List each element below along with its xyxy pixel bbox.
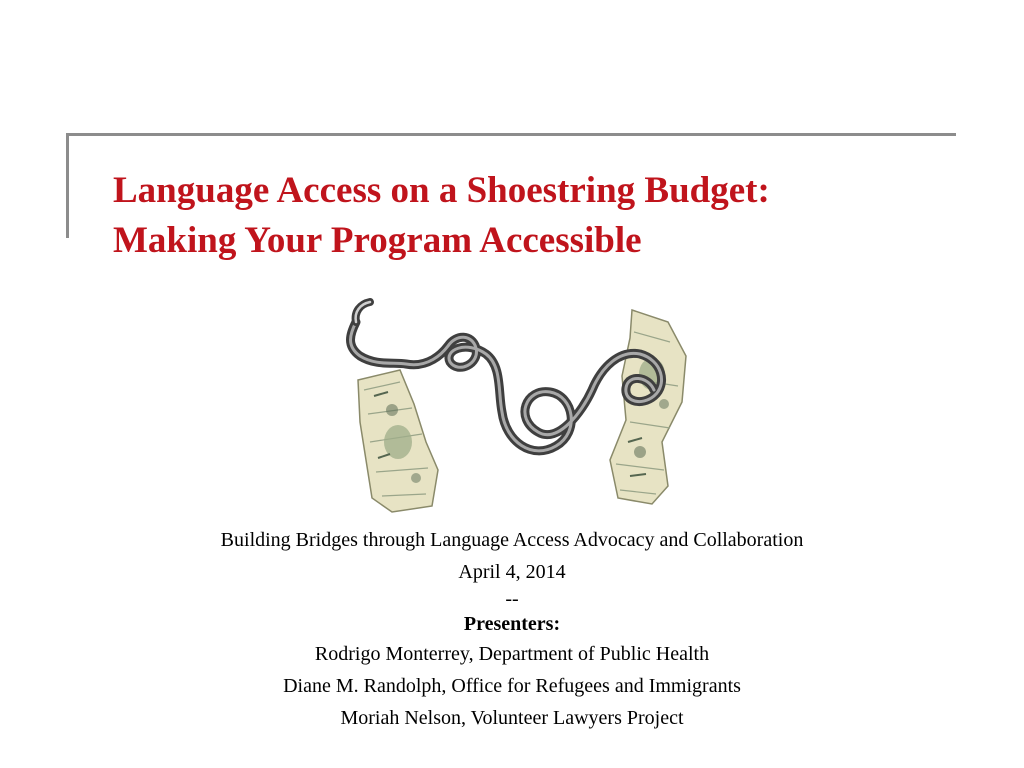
event-date: April 4, 2014 [458, 561, 566, 583]
presenter-1: Rodrigo Monterrey, Department of Public Health [314, 643, 710, 665]
slide-title-line-1: Language Access on a Shoestring Budget: [113, 170, 770, 211]
right-dollar-bill-icon [610, 310, 686, 504]
slide-title-line-2: Making Your Program Accessible [113, 220, 642, 261]
separator: -- [505, 588, 519, 610]
title-rule-vertical [66, 133, 69, 238]
money-tied-with-string-illustration [330, 292, 710, 520]
presenter-2: Diane M. Randolph, Office for Refugees and Immigrants [283, 675, 741, 697]
title-rule-horizontal [66, 133, 956, 136]
slide-subtitle [0, 524, 1024, 734]
presenter-3: Moriah Nelson, Volunteer Lawyers Project [340, 707, 684, 729]
left-dollar-bill-icon [358, 370, 438, 512]
presenters-label: Presenters: [463, 613, 561, 635]
slide-title [113, 166, 973, 266]
event-name: Building Bridges through Language Access Advocacy and Collaboration [220, 529, 804, 551]
